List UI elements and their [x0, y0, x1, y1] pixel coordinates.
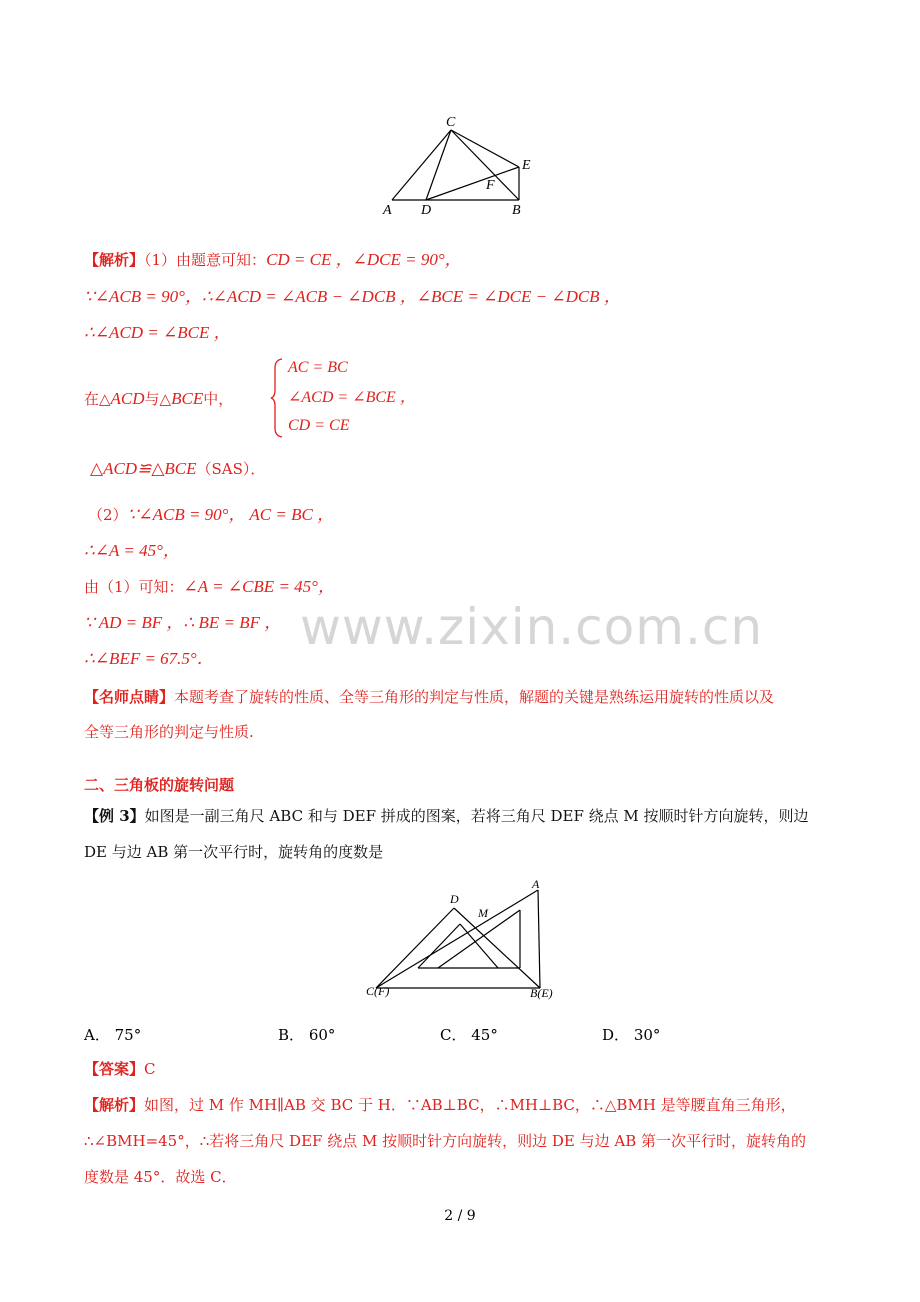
solution1-line4-text: 在△	[84, 390, 111, 408]
solution1-line1-math: CD = CE ，∠DCE = 90°，	[266, 250, 462, 269]
example3-line2	[84, 842, 383, 862]
teacher-comment-line2	[84, 722, 254, 742]
solution1-tag: 【解析】	[84, 251, 145, 269]
example3-text1: 如图是一副三角尺 ABC 和与 DEF 拼成的图案，若将三角尺 DEF 绕点 M 按顺时针方向旋转，则边	[144, 807, 809, 825]
solution1-line5-math: △ACD≌△BCE	[90, 459, 197, 478]
choice-d-letter: D．	[602, 1026, 630, 1044]
solution1-line5-text: （SAS）．	[196, 460, 266, 478]
example3-tag: 【例 3】	[84, 807, 145, 825]
watermark: www.zixin.com.cn	[300, 598, 764, 656]
choice-a	[84, 1024, 141, 1045]
choice-d-value: 30°	[633, 1026, 661, 1044]
solution1-line8-math: ∠A = ∠CBE = 45°，	[183, 577, 335, 596]
solution1-line8-text: 由（1）可知：	[84, 578, 184, 596]
solution3-line1-text: 如图，过 M 作 MH∥AB 交 BC 于 H．∵AB⊥BC，∴MH⊥BC，∴△BMH 是等腰直角三角形，	[144, 1096, 796, 1114]
fig1-label-f: F	[486, 178, 495, 193]
solution1-line9-math: ∵ AD = BF ，∴ BE = BF ，	[84, 613, 282, 632]
solution1-line4-mid2: BCE	[171, 389, 204, 408]
choice-c-letter: C．	[440, 1026, 467, 1044]
solution1-line8	[84, 577, 335, 597]
answer-line	[84, 1059, 156, 1079]
solution3-tag: 【解析】	[84, 1096, 145, 1114]
choice-c-value: 45°	[471, 1026, 498, 1044]
teacher-comment-text1: 本题考查了旋转的性质、全等三角形的判定与性质，解题的关键是熟练运用旋转的性质以及	[174, 688, 775, 706]
system-eq-3: CD = CE	[288, 417, 350, 434]
solution1-line4-mid: ACD	[110, 389, 145, 408]
solution1-line2	[84, 287, 621, 307]
choice-a-letter: A．	[84, 1026, 110, 1044]
system-eq-1: AC = BC	[288, 359, 348, 376]
choice-b-value: 60°	[308, 1026, 336, 1044]
solution1-line10	[84, 649, 214, 669]
fig2-label-be: B(E)	[530, 986, 553, 1000]
fig2-label-cf: C(F)	[366, 984, 390, 998]
solution1-line4-text3: 中，	[203, 390, 234, 408]
teacher-comment-tag: 【名师点睛】	[84, 688, 175, 706]
example3-text2: DE 与边 AB 第一次平行时，旋转角的度数是	[84, 843, 384, 861]
page-number: 2 / 9	[444, 1208, 476, 1224]
choice-b	[278, 1024, 335, 1045]
section-2-title: 二、三角板的旋转问题	[84, 776, 235, 794]
teacher-comment-text2: 全等三角形的判定与性质.	[84, 723, 254, 741]
solution1-line1-text: （1）由题意可知：	[144, 251, 267, 269]
solution1-line4-text2: 与△	[144, 390, 172, 408]
system-eq-2: ∠ACD = ∠BCE ，	[288, 389, 416, 406]
teacher-comment-line1	[84, 687, 774, 707]
choice-a-value: 75°	[114, 1026, 142, 1044]
answer-tag: 【答案】	[84, 1060, 145, 1078]
solution3-line1	[84, 1095, 796, 1115]
answer-value: C	[144, 1060, 156, 1078]
choice-d	[602, 1024, 660, 1045]
solution1-line7	[84, 541, 180, 561]
fig2-label-a: A	[532, 877, 540, 891]
solution1-line6-text: （2）	[88, 506, 128, 524]
solution3-line2: ∴∠BMH=45°，∴若将三角尺 DEF 绕点 M 按顺时针方向旋转，则边 DE 与边 AB 第一次平行时，旋转角的	[84, 1132, 806, 1150]
solution1-line3-math: ∴∠ACD = ∠BCE ，	[84, 323, 231, 342]
solution1-line9	[84, 613, 281, 633]
example3-line1	[84, 806, 809, 826]
solution1-line10-math: ∴∠BEF = 67.5°．	[84, 649, 214, 668]
solution1-line7-math: ∴∠A = 45°，	[84, 541, 180, 560]
choice-b-letter: B．	[278, 1026, 305, 1044]
solution1-line3	[84, 323, 231, 343]
choice-c	[440, 1024, 498, 1045]
equation-system-brace	[270, 358, 284, 438]
solution1-line6-math: ∵∠ACB = 90°， AC = BC ，	[127, 505, 335, 524]
fig1-label-d: D	[421, 203, 432, 218]
fig1-label-e: E	[522, 158, 531, 173]
solution1-line5	[90, 459, 265, 479]
solution1-line4	[84, 389, 233, 409]
fig1-label-a: A	[383, 203, 392, 218]
solution1-line1	[84, 250, 462, 270]
fig1-label-b: B	[512, 203, 521, 218]
fig1-label-c: C	[446, 115, 456, 130]
solution1-line2-math: ∵∠ACB = 90°，∴∠ACD = ∠ACB − ∠DCB ，∠BCE = ∠DCE − ∠DCB ，	[84, 287, 621, 306]
solution1-line6	[88, 505, 334, 525]
fig2-label-d: D	[450, 892, 459, 906]
fig2-label-m: M	[478, 906, 488, 920]
solution3-line3: 度数是 45°．故选 C．	[84, 1168, 237, 1186]
